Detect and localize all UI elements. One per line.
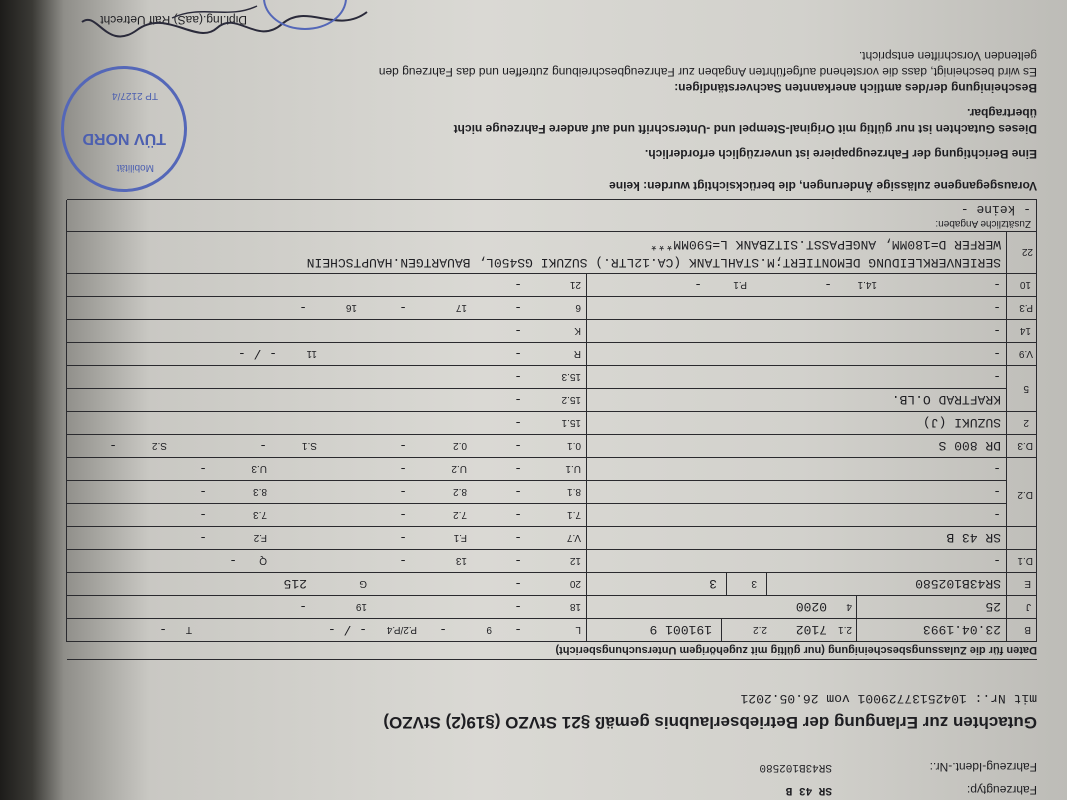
document-title: Gutachten zur Erlangung der Betriebserlaubnis gemäß §21 StVZO (§19(2) StVZO) xyxy=(383,713,1037,732)
vin-value: SR43B102580 xyxy=(915,576,1001,591)
first-registration-date: 23.04.1993 xyxy=(922,622,1001,637)
stamp-sub: Mobilität xyxy=(116,162,154,173)
tuev-stamp xyxy=(61,66,187,192)
certification-heading: Bescheinigung der/des amtlich anerkannten Sachverständigen: xyxy=(674,81,1037,95)
vehicle-ident-value: SR43B102580 xyxy=(759,761,832,773)
stamp-code: TP 2127/4 xyxy=(112,90,158,101)
correction-text: Eine Berichtigung der Fahrzeugpapiere ist unverzüglich erforderlich. xyxy=(644,147,1037,161)
additional-info-label: Zusätzliche Angaben: xyxy=(935,218,1031,229)
stamp-brand: TÜV NORD xyxy=(82,130,166,147)
vehicle-ident-label: Fahrzeug-Ident.-Nr.: xyxy=(929,760,1037,774)
validity-text-2: übertragbar. xyxy=(966,106,1037,120)
manufacturer: SUZUKI (J) xyxy=(922,415,1001,430)
modifications-line-1: SERIENVERKLEIDUNG DEMONTIERT;M.STAHLTANK (CA.12LTR.) SUZUKI GS450L, BAUARTGEN.HAUPTSCHEIN xyxy=(306,255,1001,270)
vehicle-type-label: Fahrzeugtyp: xyxy=(966,783,1037,797)
validity-text: Dieses Gutachten ist nur gültig mit Original-Stempel und -Unterschrift und auf andere Fahrzeuge nicht xyxy=(453,122,1037,136)
table-caption: Daten für die Zulassungsbescheinigung (nur gültig mit zugehörigem Untersuchungsbericht) xyxy=(555,644,1037,656)
modifications-line-2: WERFER D=180MM, ANGEPASST.SITZBANK L=590MM*** xyxy=(649,237,1001,252)
certification-text-2: geltenden Vorschriften entspricht. xyxy=(858,49,1037,63)
signer-name: Dipl.Ing.(aaS) Ralf Uetrecht xyxy=(100,13,247,27)
vehicle-class: KRAFTRAD O.LB. xyxy=(891,392,1001,407)
vehicle-type-value: SR 43 B xyxy=(785,784,832,796)
vehicle-type-cell: SR 43 B xyxy=(946,530,1001,545)
model-name: DR 800 S xyxy=(938,438,1001,453)
document-sheet: Fahrzeugtyp: SR 43 B Fahrzeug-Ident.-Nr.: SR43B102580 Gutachten zur Erlangung der Betriebserlaubnis gemäß §21 StVZO (§19(2) StVZO) mit Nr.: 10425137729001 vom 26.05.2021 Daten für die Zulassungsbescheinigung (nur gültig mit zugehörigem Untersuchungsbericht) B 23.04.1993 2.1 7102 2.2 191001 9 L - 9 - P.2/P.4 - / - T - J 25 4 0200 18 - 19 - E SR43B102580 3 3 20 - G 215 D.1 - 12 - 13 - Q - SR 43 B V.7 - F.1 - F.2 - D.2 - 7.1 - 7.2 - 7.3 - - 8.1 - 8.2 - 8.3 - - U.1 - U.2 - U.3 - D.3 DR 800 S 0.1 - 0.2 - S.1 - S.2 - 2 SUZUKI (J) 15.1 - 5 KRAFTRAD O.LB. 15.2 - - 15.3 - V.9 - R - 11 - / - 14 - K - P.3 - 6 - 17 - 16 - 10 - 14.1 - P.1 - 21 - 22 SERIENVERKLEIDUNG DEMONTIERT;M.STAHLTANK (CA.12LTR.) SUZUKI GS450L, BAUARTGEN.HAUPTSCHEIN WERFER D=180MM, ANGEPASST.SITZBANK L=590MM*** Zusätzliche Angaben: - keine - Vorausgegangene zulässige Änderungen, die berücksichtigt wurden: keine Eine Berichtigung der Fahrzeugpapiere ist unverzüglich erforderlich. Dieses Gutachten ist nur gültig mit Original-Stempel und -Unterschrift und auf andere Fahrzeuge nicht übertragbar. Bescheinigung der/des amtlich anerkannten Sachverständigen: Es wird bescheinigt, dass die vorstehend aufgeführten Angaben zur Fahrzeugbeschreibung zutreffen und das Fahrzeug den geltenden Vorschriften entspricht. Dipl.Ing.(aaS) Ralf Uetrecht TÜV NORD Mobilität TP 2127/4 xyxy=(30,0,1067,800)
certification-text: Es wird bescheinigt, dass die vorstehend aufgeführten Angaben zur Fahrzeugbeschreibung zutreffen und das Fahrzeug den xyxy=(378,65,1037,79)
additional-info-value: - keine - xyxy=(960,202,1031,217)
prior-changes-text: Vorausgegangene zulässige Änderungen, die berücksichtigt wurden: keine xyxy=(609,179,1037,193)
certificate-number: mit Nr.: 10425137729001 vom 26.05.2021 xyxy=(740,691,1037,706)
